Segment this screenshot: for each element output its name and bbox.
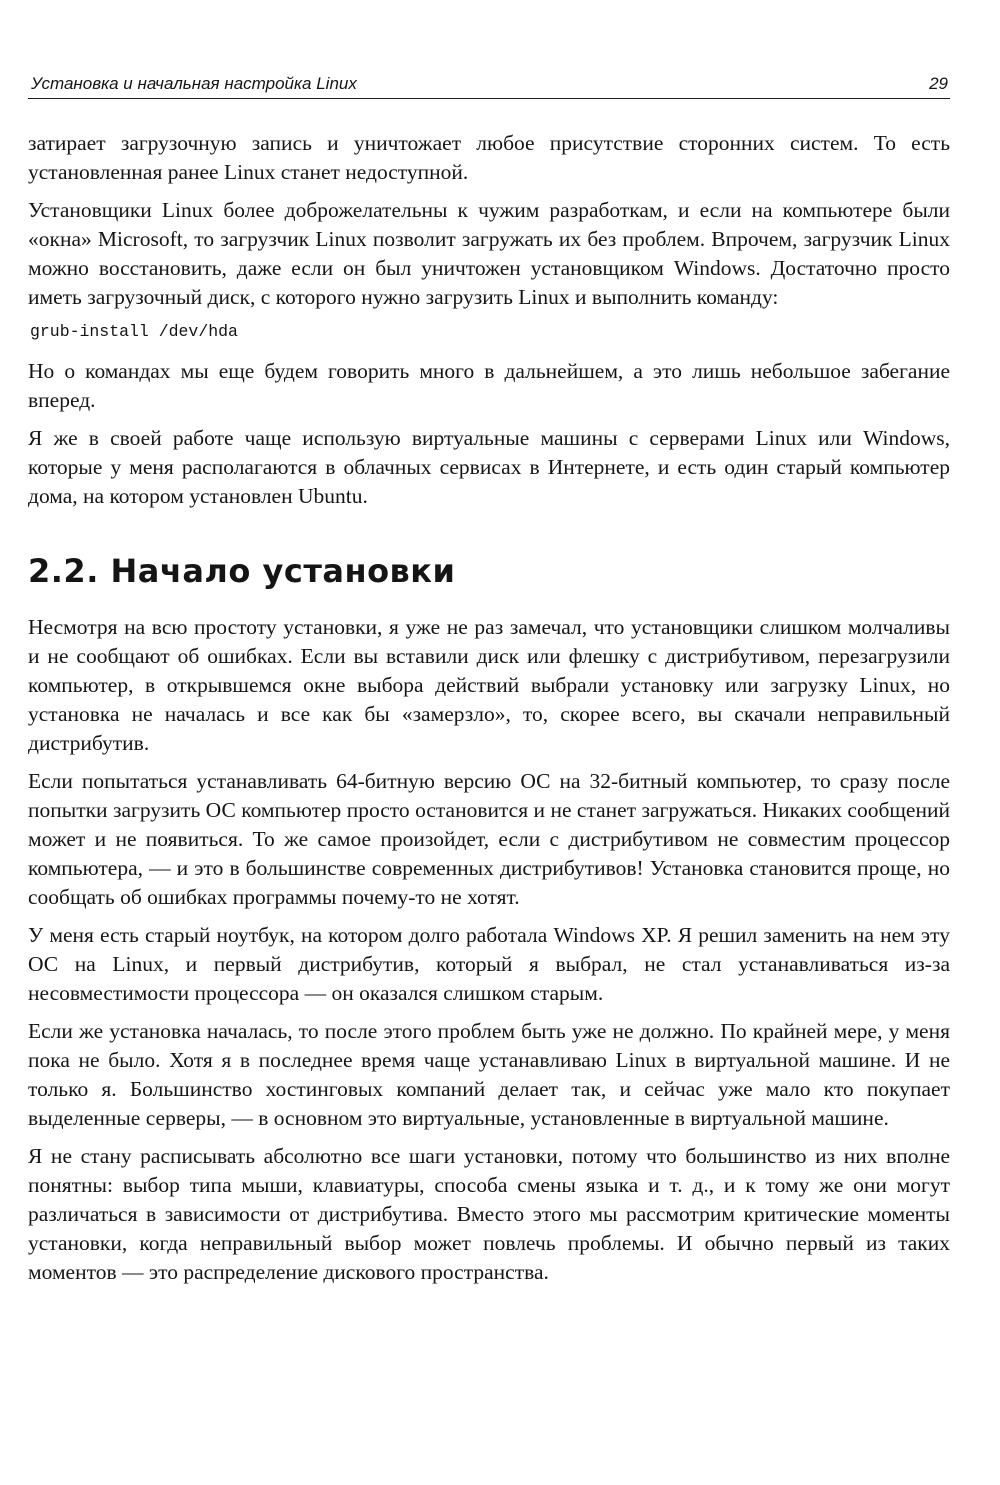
paragraph: Я не стану расписывать абсолютно все шаги установки, потому что большинство из них вполне понятны: выбор типа мыши, клавиатуры, способа смены языка и т. д., и к тому же они могут различаться в зависимости от дистрибутива. Вместо этого мы рассмотрим критические моменты установки, когда неправильный выбор может повлечь проблемы. И обычно первый из таких моментов — это распределение дискового пространства. bbox=[28, 1144, 950, 1284]
running-title: Установка и начальная настройка Linux bbox=[31, 74, 357, 93]
paragraph: Но о командах мы еще будем говорить много в дальнейшем, а это лишь небольшое забегание вперед. bbox=[28, 359, 950, 412]
section-heading: 2.2. Начало установки bbox=[28, 552, 456, 590]
page-number: 29 bbox=[929, 74, 948, 93]
page-body bbox=[28, 129, 950, 1296]
paragraph: Если попытаться устанавливать 64-битную версию ОС на 32-битный компьютер, то сразу после попытки загрузить ОС компьютер просто остановится и не станет загружаться. Никаких сообщений может и не появиться. То же самое произойдет, если с дистрибутивом не совместим процессор компьютера, — и это в большинстве современных дистрибутивов! Установка становится проще, но сообщать об ошибках программы почему-то не хотят. bbox=[28, 769, 950, 909]
running-header bbox=[28, 72, 950, 99]
paragraph: Если же установка началась, то после этого проблем быть уже не должно. По крайней мере, у меня пока не было. Хотя я в последнее время чаще устанавливаю Linux в виртуальной машине. И не только я. Большинство хостинговых компаний делает так, и сейчас уже мало кто покупает выделенные серверы, — в основном это виртуальные, установленные в виртуальной машине. bbox=[28, 1019, 950, 1130]
paragraph: У меня есть старый ноутбук, на котором долго работала Windows XP. Я решил заменить на нем эту ОС на Linux, и первый дистрибутив, который я выбрал, не стал устанавливаться из-за несовместимости процессора — он оказался слишком старым. bbox=[28, 923, 950, 1005]
paragraph: Несмотря на всю простоту установки, я уже не раз замечал, что установщики слишком молчаливы и не сообщают об ошибках. Если вы вставили диск или флешку с дистрибутивом, перезагрузили компьютер, в открывшемся окне выбора действий выбрали установку или загрузку Linux, но установка не началась и все как бы «замерзло», то, скорее всего, вы скачали неправильный дистрибутив. bbox=[28, 615, 950, 755]
paragraph: Установщики Linux более доброжелательны к чужим разработкам, и если на компьютере были «окна» Microsoft, то загрузчик Linux позволит загружать их без проблем. Впрочем, загрузчик Linux можно восстановить, даже если он был уничтожен установщиком Windows. Достаточно просто иметь загрузочный диск, с которого нужно загрузить Linux и выполнить команду: bbox=[28, 198, 950, 309]
paragraph: затирает загрузочную запись и уничтожает любое присутствие сторонних систем. То есть установленная ранее Linux станет недоступной. bbox=[28, 131, 950, 184]
paragraph: Я же в своей работе чаще использую виртуальные машины с серверами Linux или Windows, которые у меня располагаются в облачных сервисах в Интернете, и есть один старый компьютер дома, на котором установлен Ubuntu. bbox=[28, 426, 950, 508]
code-command: grub-install /dev/hda bbox=[30, 322, 238, 341]
